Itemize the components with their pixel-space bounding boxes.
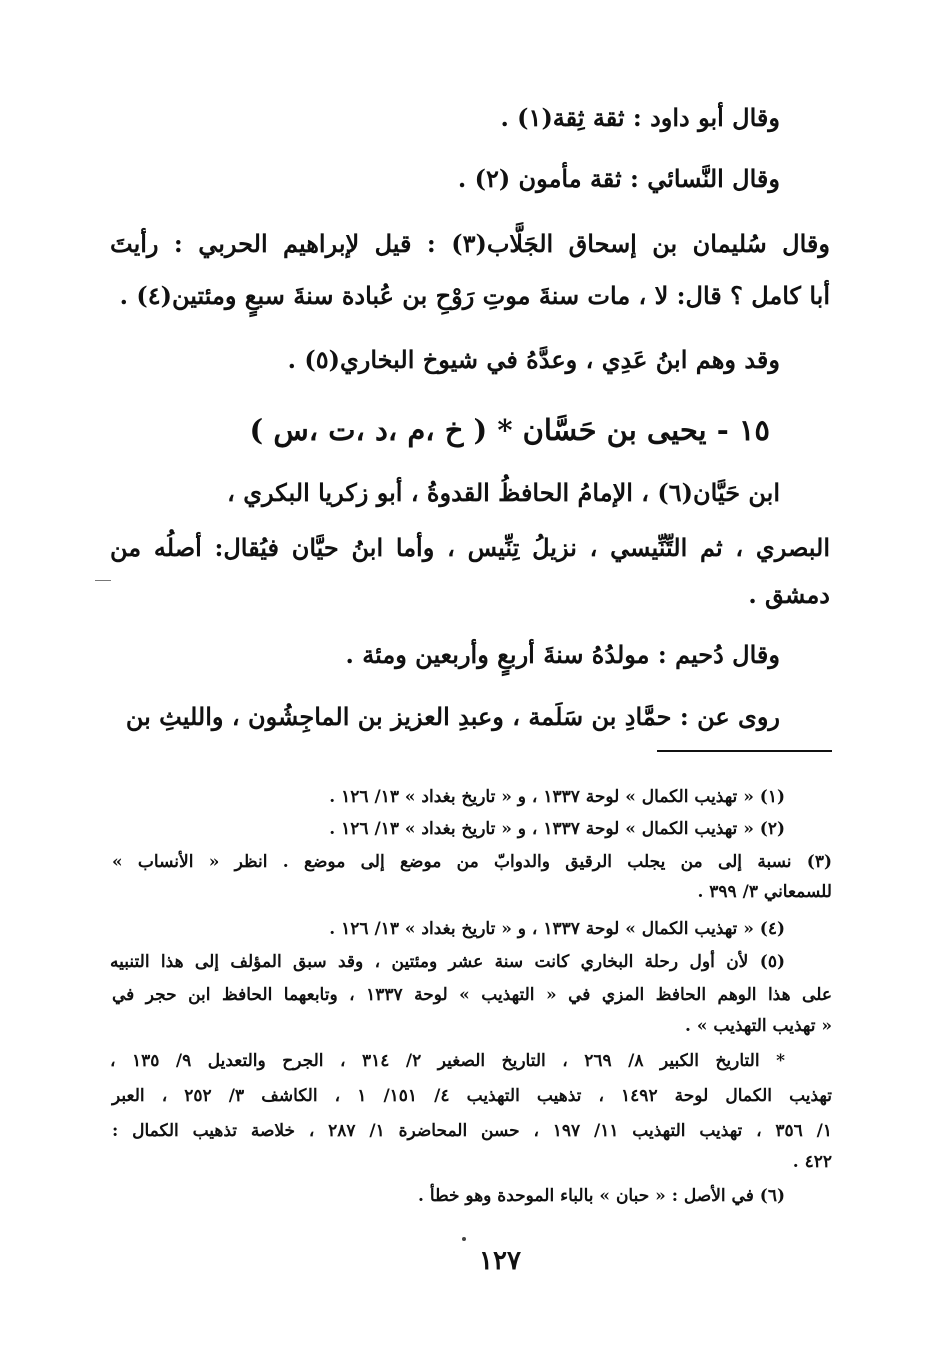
body-line-2: وقال النَّسائي : ثقة مأمون (٢) . xyxy=(457,164,780,193)
source-note-4: ٤٢٢ . xyxy=(792,1152,832,1172)
footnote-5-cont-1: على هذا الوهم الحافظ المزي في « التهذيب » لوحة ١٣٣٧ ، وتابعهما الحافظ ابن حجر في xyxy=(112,985,832,1005)
footnote-3: (٣) نسبة إلى من يجلب الرقيق والدوابّ من موضع إلى موضع . انظر « الأنساب » xyxy=(112,852,832,872)
page-number: ١٢٧ xyxy=(479,1246,521,1276)
footnote-5: (٥) لأن أول رحلة البخاري كانت سنة عشر ومئتين ، وقد سبق المؤلف إلى هذا التنبيه xyxy=(110,952,785,972)
footnote-1: (١) « تهذيب الكمال » لوحة ١٣٣٧ ، و « تاريخ بغداد » ١٣/ ١٢٦ . xyxy=(329,787,785,807)
entry-line-2: البصري ، ثم التِّنِّيسي ، نزيلُ تِنِّيس ، وأما ابنُ حيَّان فيُقال: أصلُه من xyxy=(110,533,830,562)
body-line-3: وقال سُليمان بن إسحاق الجَلَّاب(٣) : قيل لإبراهيم الحربي : رأيتَ xyxy=(110,229,830,258)
footnote-4: (٤) « تهذيب الكمال » لوحة ١٣٣٧ ، و « تاريخ بغداد » ١٣/ ١٢٦ . xyxy=(329,919,785,939)
source-note-3: ١/ ٣٥٦ ، تهذيب التهذيب ١١/ ١٩٧ ، حسن المحاضرة ١/ ٢٨٧ ، خلاصة تذهيب الكمال : xyxy=(112,1121,832,1141)
entry-line-1: ابن حَيَّان(٦) ، الإمامُ الحافظُ القدوةُ ، أبو زكريا البكري ، xyxy=(227,478,780,507)
footnote-separator xyxy=(657,750,832,752)
entry-line-5: روى عن : حمَّادِ بن سَلَمة ، وعبدِ العزيز بن الماجِشُون ، والليثِ بن xyxy=(125,702,780,731)
footnote-3-cont: للسمعاني ٣/ ٣٩٩ . xyxy=(697,882,832,902)
footnote-2: (٢) « تهذيب الكمال » لوحة ١٣٣٧ ، و « تاريخ بغداد » ١٣/ ١٢٦ . xyxy=(329,819,785,839)
entry-line-4: وقال دُحيم : مولدُهُ سنةَ أربعٍ وأربعين ومئة . xyxy=(345,640,780,669)
entry-line-3: دمشق . xyxy=(748,580,830,609)
scan-speck xyxy=(462,1237,466,1241)
source-note-1: * التاريخ الكبير ٨/ ٢٦٩ ، التاريخ الصغير ٢/ ٣١٤ ، الجرح والتعديل ٩/ ١٣٥ ، xyxy=(110,1051,785,1071)
footnote-6: (٦) في الأصل : « حبان » بالباء الموحدة وهو خطأ . xyxy=(418,1186,785,1206)
body-line-5: وقد وهم ابنُ عَدِي ، وعدَّهُ في شيوخ البخاري(٥) . xyxy=(287,345,780,374)
footnote-5-cont-2: « تهذيب التهذيب » . xyxy=(685,1016,832,1036)
source-note-2: تهذيب الكمال لوحة ١٤٩٢ ، تذهيب التهذيب ٤/ ١٥١/ ١ ، الكاشف ٣/ ٢٥٢ ، العبر xyxy=(112,1086,832,1106)
body-line-4: أبا كامل ؟ قال: لا ، مات سنةَ موتِ رَوْحِ بن عُبادة سنةَ سبعٍ ومئتين(٤) . xyxy=(119,281,830,310)
body-line-1: وقال أبو داود : ثقة ثِقة(١) . xyxy=(500,103,780,132)
entry-heading: ١٥ - يحيى بن حَسَّان * ( خ ،م ،د ،ت ،س ) xyxy=(249,413,770,447)
margin-mark xyxy=(95,580,111,581)
